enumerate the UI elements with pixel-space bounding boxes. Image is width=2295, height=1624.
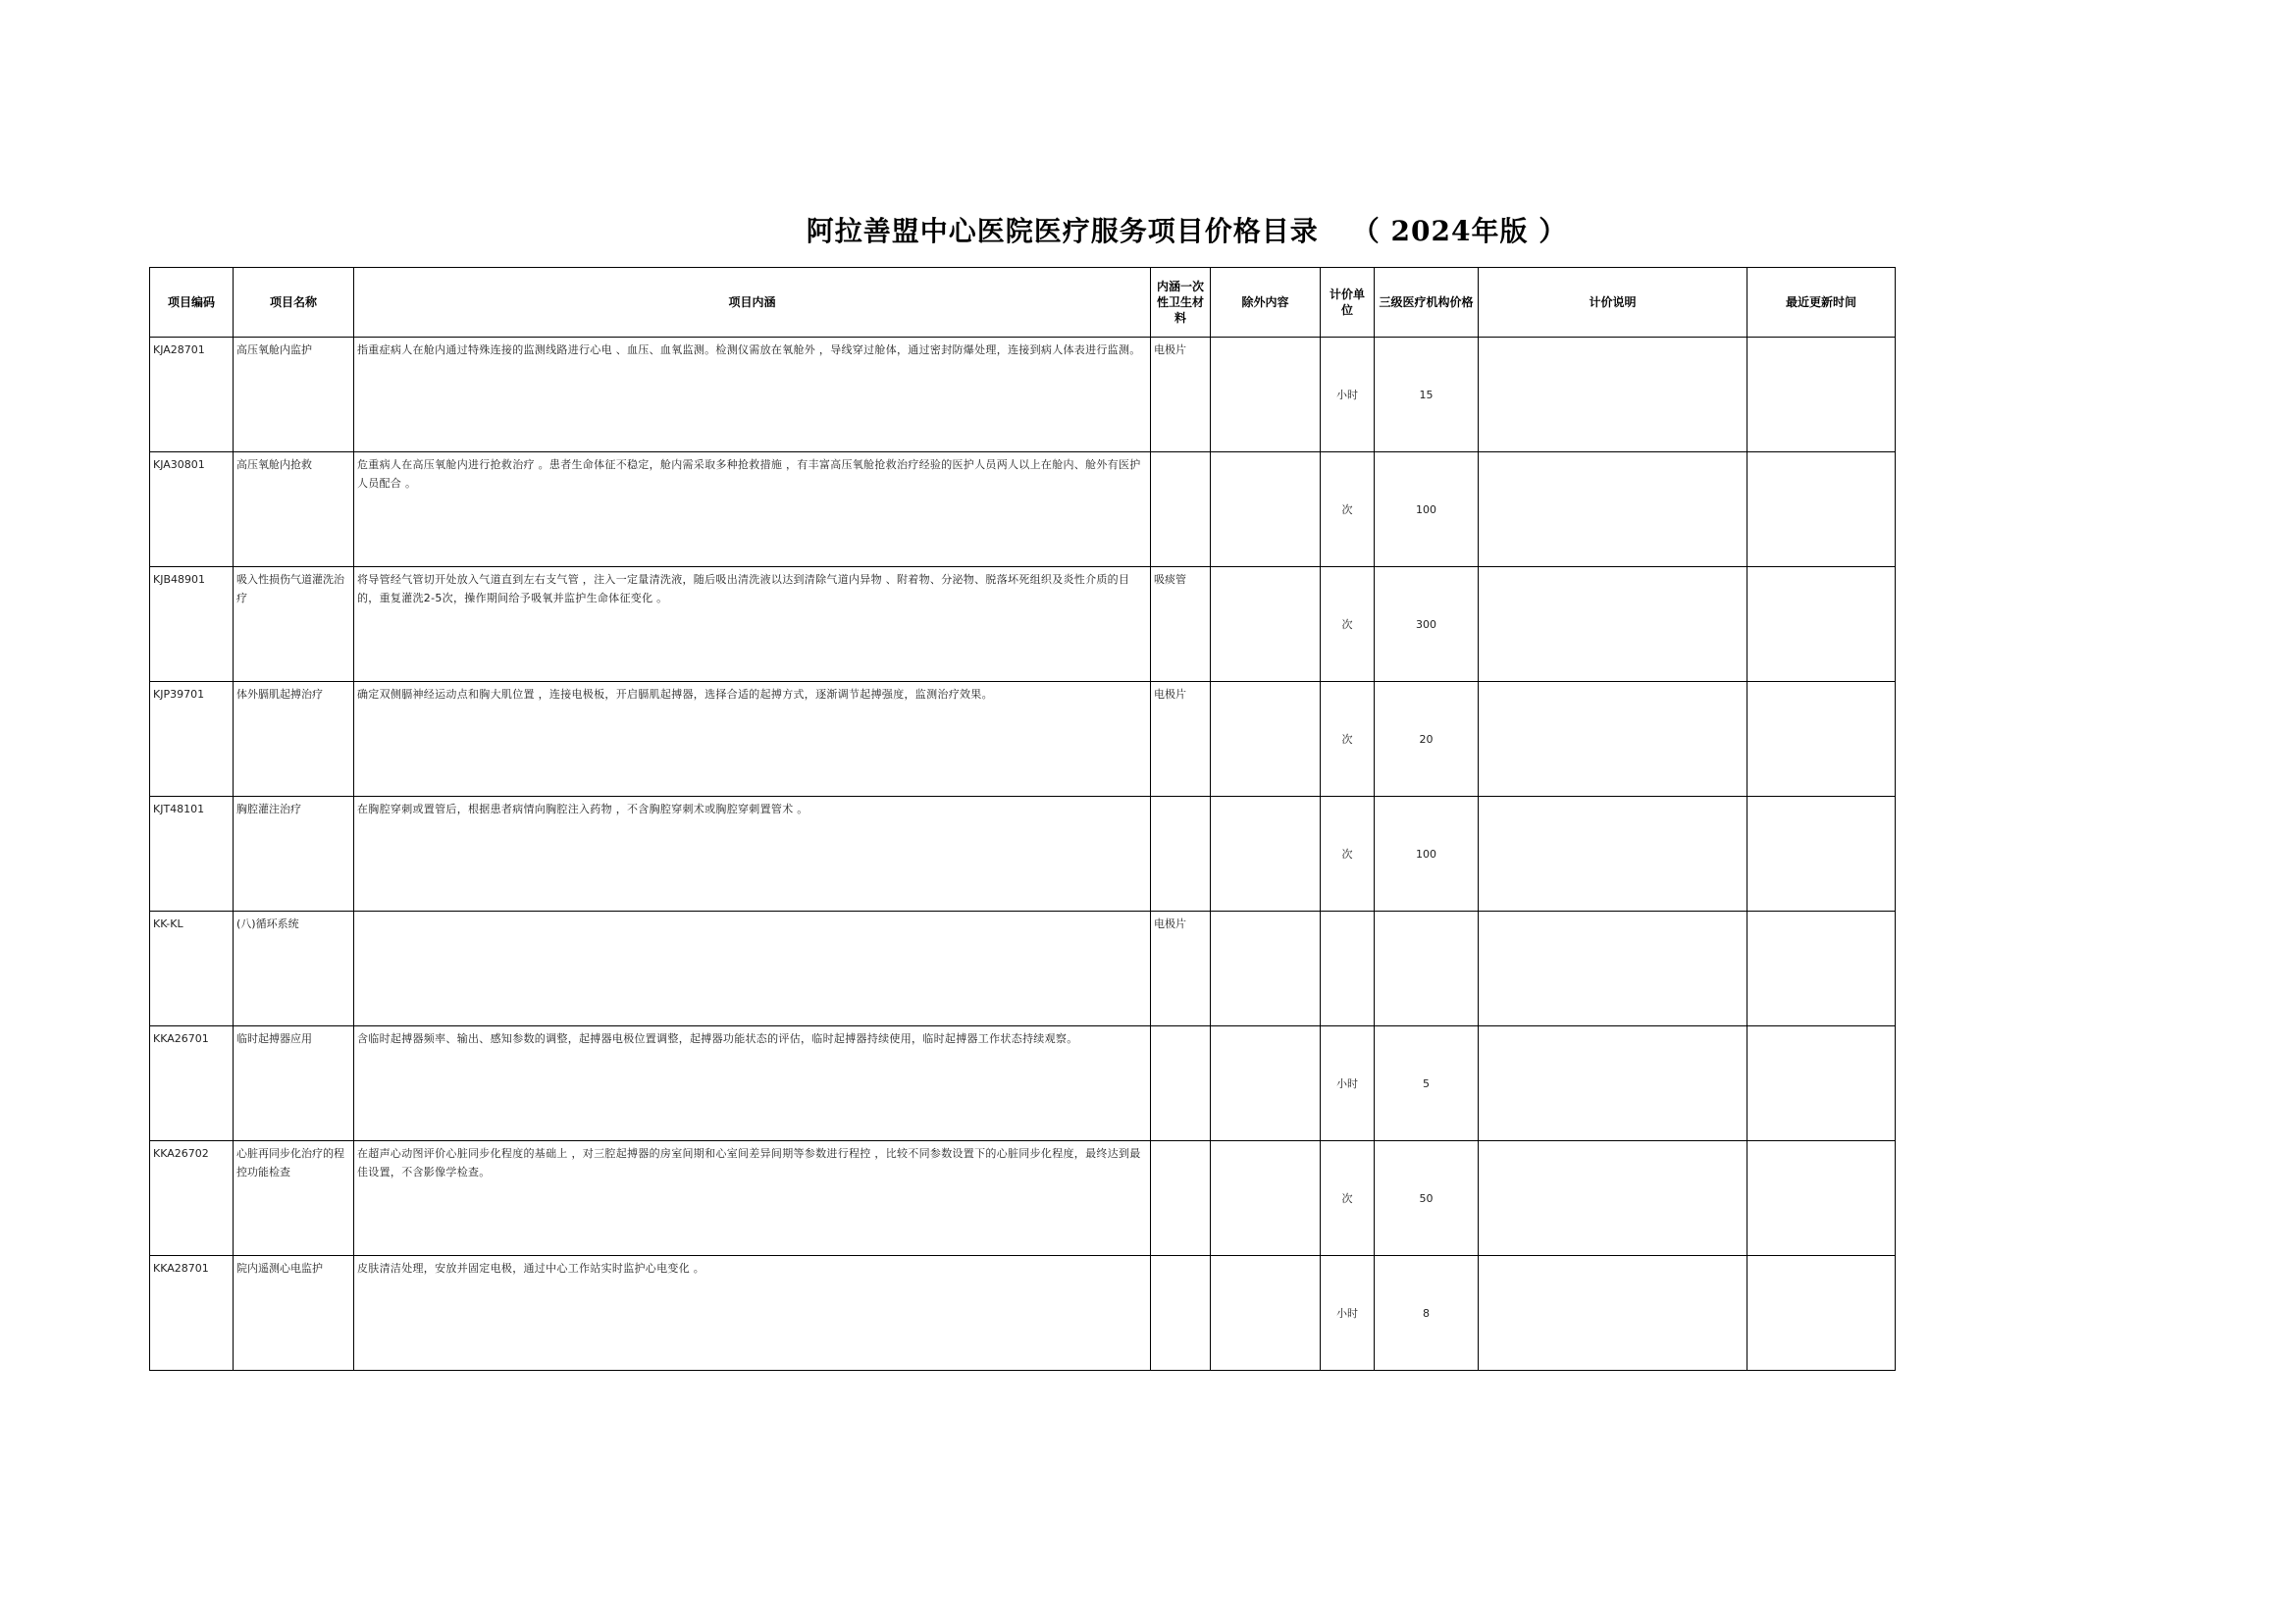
cell-unit: 次 <box>1321 682 1375 797</box>
cell-price: 300 <box>1375 567 1479 682</box>
cell-name: 胸腔灌注治疗 <box>234 797 354 912</box>
cell-material: 吸痰管 <box>1151 567 1211 682</box>
cell-exclude <box>1211 567 1321 682</box>
cell-price: 50 <box>1375 1141 1479 1256</box>
table-row <box>150 338 1896 452</box>
cell-content: 在胸腔穿刺或置管后，根据患者病情向胸腔注入药物 ，不含胸腔穿刺术或胸腔穿刺置管术 。 <box>354 797 1151 912</box>
cell-price: 100 <box>1375 797 1479 912</box>
header-material: 内涵一次性卫生材料 <box>1151 268 1211 338</box>
cell-name: 心脏再同步化治疗的程控功能检查 <box>234 1141 354 1256</box>
cell-exclude <box>1211 452 1321 567</box>
cell-updated <box>1747 682 1896 797</box>
header-content: 项目内涵 <box>354 268 1151 338</box>
cell-note <box>1479 682 1747 797</box>
header-row <box>150 268 1896 338</box>
cell-updated <box>1747 1141 1896 1256</box>
cell-updated <box>1747 452 1896 567</box>
header-note: 计价说明 <box>1479 268 1747 338</box>
cell-note <box>1479 1141 1747 1256</box>
cell-material <box>1151 1256 1211 1371</box>
table-row <box>150 682 1896 797</box>
cell-code: KJT48101 <box>150 797 234 912</box>
cell-code: KJP39701 <box>150 682 234 797</box>
cell-material <box>1151 1026 1211 1141</box>
cell-code: KJB48901 <box>150 567 234 682</box>
cell-price: 15 <box>1375 338 1479 452</box>
header-code: 项目编码 <box>150 268 234 338</box>
cell-content <box>354 912 1151 1026</box>
cell-name: (八)循环系统 <box>234 912 354 1026</box>
cell-exclude <box>1211 682 1321 797</box>
cell-name: 高压氧舱内监护 <box>234 338 354 452</box>
cell-note <box>1479 1256 1747 1371</box>
cell-unit <box>1321 912 1375 1026</box>
cell-material: 电极片 <box>1151 912 1211 1026</box>
cell-material <box>1151 1141 1211 1256</box>
cell-exclude <box>1211 1256 1321 1371</box>
document-title <box>0 210 2295 249</box>
header-name: 项目名称 <box>234 268 354 338</box>
cell-content: 确定双侧膈神经运动点和胸大肌位置 ，连接电极板，开启膈肌起搏器，选择合适的起搏方式，逐渐调节起搏强度，监测治疗效果。 <box>354 682 1151 797</box>
cell-price <box>1375 912 1479 1026</box>
cell-name: 临时起搏器应用 <box>234 1026 354 1141</box>
cell-note <box>1479 912 1747 1026</box>
cell-exclude <box>1211 797 1321 912</box>
cell-content: 在超声心动图评价心脏同步化程度的基础上 ，对三腔起搏器的房室间期和心室间差异间期等参数进行程控 ，比较不同参数设置下的心脏同步化程度，最终达到最佳设置，不含影像学检查。 <box>354 1141 1151 1256</box>
cell-name: 高压氧舱内抢救 <box>234 452 354 567</box>
cell-content: 将导管经气管切开处放入气道直到左右支气管 ，注入一定量清洗液，随后吸出清洗液以达到清除气道内异物 、附着物、分泌物、脱落坏死组织及炎性介质的目的，重复灌洗2-5次，操作期间给予吸氧并监护生命体征变化 。 <box>354 567 1151 682</box>
title-text: 阿拉善盟中心医院医疗服务项目价格目录 <box>806 215 1319 247</box>
table-row <box>150 567 1896 682</box>
table-row <box>150 452 1896 567</box>
cell-updated <box>1747 1256 1896 1371</box>
table-row <box>150 912 1896 1026</box>
cell-exclude <box>1211 1141 1321 1256</box>
table-row <box>150 1141 1896 1256</box>
cell-note <box>1479 1026 1747 1141</box>
cell-unit: 次 <box>1321 797 1375 912</box>
cell-unit: 小时 <box>1321 1026 1375 1141</box>
header-exclude: 除外内容 <box>1211 268 1321 338</box>
cell-updated <box>1747 912 1896 1026</box>
title-edition: （ 2024年版 ） <box>1351 215 1568 247</box>
cell-content: 含临时起搏器频率、输出、感知参数的调整，起搏器电极位置调整，起搏器功能状态的评估，临时起搏器持续使用，临时起搏器工作状态持续观察。 <box>354 1026 1151 1141</box>
cell-material: 电极片 <box>1151 682 1211 797</box>
cell-material <box>1151 797 1211 912</box>
cell-unit: 次 <box>1321 1141 1375 1256</box>
cell-content: 皮肤清洁处理，安放并固定电极，通过中心工作站实时监护心电变化 。 <box>354 1256 1151 1371</box>
cell-code: KKA26702 <box>150 1141 234 1256</box>
cell-updated <box>1747 567 1896 682</box>
cell-unit: 次 <box>1321 567 1375 682</box>
cell-note <box>1479 567 1747 682</box>
table-row <box>150 1026 1896 1141</box>
cell-updated <box>1747 797 1896 912</box>
cell-code: KKA26701 <box>150 1026 234 1141</box>
cell-updated <box>1747 338 1896 452</box>
cell-price: 8 <box>1375 1256 1479 1371</box>
cell-material: 电极片 <box>1151 338 1211 452</box>
cell-exclude <box>1211 912 1321 1026</box>
cell-material <box>1151 452 1211 567</box>
table-row <box>150 797 1896 912</box>
cell-unit: 次 <box>1321 452 1375 567</box>
cell-note <box>1479 797 1747 912</box>
cell-price: 5 <box>1375 1026 1479 1141</box>
cell-exclude <box>1211 338 1321 452</box>
header-updated: 最近更新时间 <box>1747 268 1896 338</box>
cell-note <box>1479 338 1747 452</box>
cell-code: KKA28701 <box>150 1256 234 1371</box>
price-table <box>149 267 1896 1371</box>
cell-code: KJA28701 <box>150 338 234 452</box>
cell-price: 20 <box>1375 682 1479 797</box>
cell-unit: 小时 <box>1321 1256 1375 1371</box>
header-unit: 计价单位 <box>1321 268 1375 338</box>
cell-content: 危重病人在高压氧舱内进行抢救治疗 。患者生命体征不稳定，舱内需采取多种抢救措施 ，有丰富高压氧舱抢救治疗经验的医护人员两人以上在舱内、舱外有医护人员配合 。 <box>354 452 1151 567</box>
header-price: 三级医疗机构价格 <box>1375 268 1479 338</box>
table-row <box>150 1256 1896 1371</box>
cell-note <box>1479 452 1747 567</box>
cell-name: 体外膈肌起搏治疗 <box>234 682 354 797</box>
cell-exclude <box>1211 1026 1321 1141</box>
cell-updated <box>1747 1026 1896 1141</box>
cell-unit: 小时 <box>1321 338 1375 452</box>
cell-code: KJA30801 <box>150 452 234 567</box>
cell-code: KK-KL <box>150 912 234 1026</box>
cell-price: 100 <box>1375 452 1479 567</box>
cell-name: 院内遥测心电监护 <box>234 1256 354 1371</box>
cell-content: 指重症病人在舱内通过特殊连接的监测线路进行心电 、血压、血氧监测。检测仪需放在氧舱外 ，导线穿过舱体，通过密封防爆处理，连接到病人体表进行监测。 <box>354 338 1151 452</box>
cell-name: 吸入性损伤气道灌洗治疗 <box>234 567 354 682</box>
